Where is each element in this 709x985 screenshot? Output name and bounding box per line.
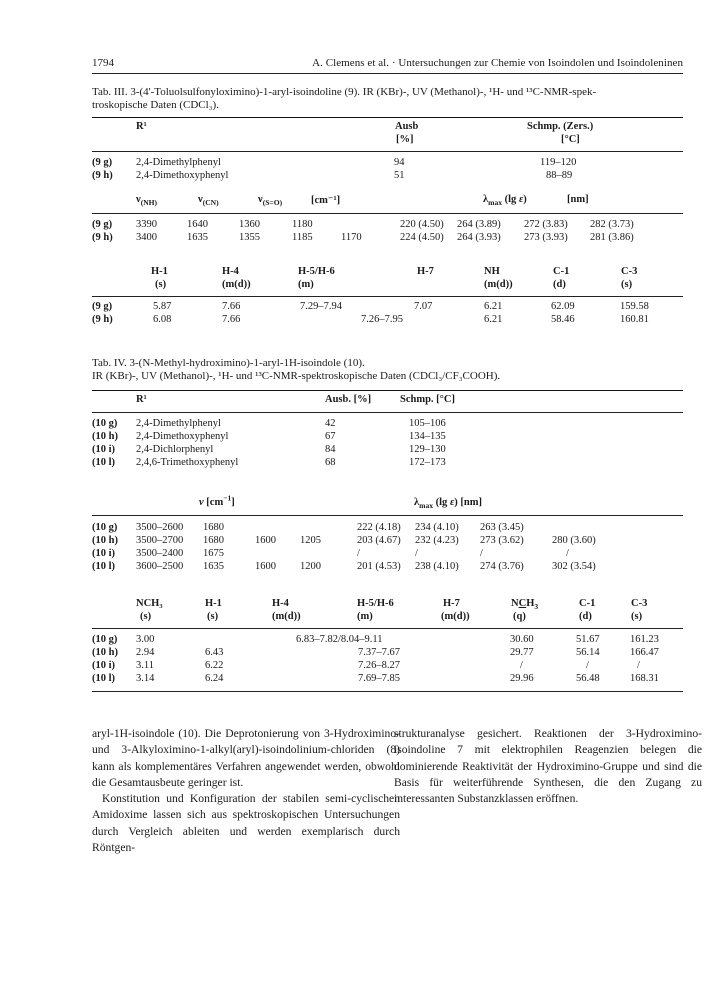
compound-id: (10 i) — [92, 660, 116, 671]
ir-value: 3400 — [136, 232, 157, 243]
body-paragraph: aryl-1H-isoindole (10). Die Deprotonierung von 3-Hydroximino- und 3-Alkyloximino-1-alkyl(aryl)-isoindolinium-chloriden (8) kann als komplementäres Verfahren angewendet werden, obwohl die Gesamtausbeute geringer ist. — [92, 727, 400, 789]
table-rule — [92, 117, 683, 118]
nmr-value: 6.21 — [484, 314, 503, 325]
col-header-c1: C-1 — [579, 598, 596, 609]
col-header-mult: (m) — [357, 611, 373, 622]
nmr-value: 6.21 — [484, 301, 503, 312]
col-header-v-nh: $\nu_{(NH)}$ — [136, 194, 158, 208]
nmr-value: 3.00 — [136, 634, 155, 645]
r1-value: 2,4-Dimethylphenyl — [136, 418, 221, 429]
schmp-value: 129–130 — [409, 444, 446, 455]
table-4-caption-line1: Tab. IV. 3-(N-Methyl-hydroximino)-1-aryl-1H-isoindole (10). — [92, 357, 365, 369]
ir-value: 3500–2400 — [136, 548, 184, 559]
compound-id: (9 h) — [92, 232, 113, 243]
uv-value: 232 (4.23) — [415, 535, 459, 546]
ausb-value: 84 — [325, 444, 336, 455]
col-header-h1: H-1 — [205, 598, 222, 609]
compound-id: (9 g) — [92, 157, 113, 168]
ir-value: 1355 — [239, 232, 260, 243]
compound-id: (9 g) — [92, 219, 113, 230]
col-header-r1: R¹ — [136, 394, 147, 405]
col-header-mult: (m(d)) — [222, 279, 251, 290]
col-header-schmp: Schmp. (Zers.) — [527, 121, 594, 132]
table-3-caption-line2: troskopische Daten (CDCl₃). — [92, 99, 219, 111]
ir-value: 1180 — [292, 219, 313, 230]
col-header-h4: H-4 — [272, 598, 289, 609]
nmr-value: 6.22 — [205, 660, 224, 671]
col-header-mult: (s) — [155, 279, 167, 290]
schmp-value: 134–135 — [409, 431, 446, 442]
col-header-nh: NH — [484, 266, 500, 277]
col-header-r1: R¹ — [136, 121, 147, 132]
col-header-h7: H-7 — [443, 598, 460, 609]
nmr-value: 2.94 — [136, 647, 155, 658]
nmr-value: 6.24 — [205, 673, 224, 684]
uv-value: 302 (3.54) — [552, 561, 596, 572]
r1-value: 2,4-Dimethylphenyl — [136, 157, 221, 168]
col-header-nch3-carbon: $NCH_3$ — [511, 598, 539, 612]
uv-value: 263 (3.45) — [480, 522, 524, 533]
uv-value: 238 (4.10) — [415, 561, 459, 572]
compound-id: (10 l) — [92, 561, 116, 572]
ir-value: 3500–2700 — [136, 535, 184, 546]
nmr-value: 7.66 — [222, 314, 241, 325]
compound-id: (9 h) — [92, 314, 113, 325]
nmr-value: 30.60 — [510, 634, 534, 645]
ir-value: 3390 — [136, 219, 157, 230]
col-header-v-cn: $\nu_{(CN)}$ — [198, 194, 219, 208]
compound-id: (10 g) — [92, 634, 118, 645]
col-header-mult: (d) — [553, 279, 566, 290]
col-header-h5-h6: H-5/H-6 — [357, 598, 394, 609]
compound-id: (10 l) — [92, 673, 116, 684]
r1-value: 2,4-Dimethoxyphenyl — [136, 170, 229, 181]
nmr-value: 7.66 — [222, 301, 241, 312]
nmr-value: 166.47 — [630, 647, 659, 658]
r1-value: 2,4,6-Trimethoxyphenyl — [136, 457, 239, 468]
schmp-value: 88–89 — [546, 170, 573, 181]
nmr-value: 56.48 — [576, 673, 600, 684]
ir-value: 1635 — [187, 232, 208, 243]
uv-value: / — [415, 548, 418, 559]
ir-value: 3600–2500 — [136, 561, 184, 572]
running-title: A. Clemens et al. · Untersuchungen zur Chemie von Isoindolen und Isoindoleninen — [312, 57, 683, 69]
col-header-nm: [nm] — [567, 194, 589, 205]
table-rule — [92, 390, 683, 391]
col-header-mult: (d) — [579, 611, 592, 622]
uv-value: / — [480, 548, 483, 559]
schmp-value: 119–120 — [540, 157, 577, 168]
schmp-value: 105–106 — [409, 418, 446, 429]
col-header-c1: C-1 — [553, 266, 570, 277]
col-header-mult: (s) — [621, 279, 633, 290]
ir-value: 1675 — [203, 548, 224, 559]
body-right-column — [394, 726, 702, 807]
ausb-value: 67 — [325, 431, 336, 442]
col-header-mult: (s) — [207, 611, 219, 622]
uv-value: 220 (4.50) — [400, 219, 444, 230]
col-header-v-so: $\nu_{(S=O)}$ — [258, 194, 283, 208]
page-number: 1794 — [92, 57, 114, 69]
nmr-value: 6.43 — [205, 647, 224, 658]
col-header-mult: (m(d)) — [484, 279, 513, 290]
col-header-mult: (m(d)) — [272, 611, 301, 622]
col-header-schmp: Schmp. [°C] — [400, 394, 455, 405]
ir-value: 1640 — [187, 219, 208, 230]
nmr-value: 58.46 — [551, 314, 575, 325]
col-header-h7: H-7 — [417, 266, 434, 277]
ir-value: 1680 — [203, 522, 224, 533]
uv-value: 203 (4.67) — [357, 535, 401, 546]
table-4-caption-line2: IR (KBr)-, UV (Methanol)-, ¹H- und ¹³C-NMR-spektroskopische Daten (CDCl₃/CF₃COOH). — [92, 370, 501, 382]
col-header-mult: (q) — [513, 611, 526, 622]
nmr-value: 51.67 — [576, 634, 600, 645]
nmr-value: 7.26–7.95 — [361, 314, 403, 325]
nmr-value: 159.58 — [620, 301, 649, 312]
ir-value: 1205 — [300, 535, 321, 546]
nmr-value: 29.77 — [510, 647, 534, 658]
col-header-h1: H-1 — [151, 266, 168, 277]
col-header-h5-h6: H-5/H-6 — [298, 266, 335, 277]
nmr-value: 7.07 — [414, 301, 433, 312]
uv-value: 272 (3.83) — [524, 219, 568, 230]
ir-value: 1600 — [255, 561, 276, 572]
nmr-value: 6.83–7.82/8.04–9.11 — [296, 634, 383, 645]
compound-id: (10 h) — [92, 647, 118, 658]
col-header-h4: H-4 — [222, 266, 239, 277]
col-header-c3: C-3 — [621, 266, 638, 277]
nmr-value: / — [586, 660, 589, 671]
nmr-value: 3.14 — [136, 673, 155, 684]
body-left-column — [92, 726, 400, 856]
header-rule — [92, 73, 683, 74]
body-paragraph: strukturanalyse gesichert. Reaktionen der 3-Hydroximino-isoindoline 7 mit elektrophilen Reagenzien belegen die dominierende Reaktivität der Hydroximino-Gruppe und sind die Basis für weiterführende Synthesen, die den Zugang zu interessanten Substanzklassen eröffnen. — [394, 727, 702, 806]
uv-value: 201 (4.53) — [357, 561, 401, 572]
uv-value: 273 (3.93) — [524, 232, 568, 243]
col-header-ir-unit: [cm⁻¹] — [311, 195, 341, 206]
ir-value: 1635 — [203, 561, 224, 572]
uv-value: 264 (3.93) — [457, 232, 501, 243]
compound-id: (10 g) — [92, 522, 118, 533]
table-rule — [92, 151, 683, 152]
col-header-mult: (s) — [140, 611, 152, 622]
schmp-value: 172–173 — [409, 457, 446, 468]
ir-value: 1680 — [203, 535, 224, 546]
nmr-value: 6.08 — [153, 314, 172, 325]
uv-value: 264 (3.89) — [457, 219, 501, 230]
col-header-lambda: $\lambda_{max}$ (lg ε) [nm] — [414, 497, 482, 511]
nmr-value: 160.81 — [620, 314, 649, 325]
nmr-value: 7.69–7.85 — [358, 673, 400, 684]
col-header-schmp-unit: [°C] — [561, 134, 580, 145]
col-header-ausb: Ausb. [%] — [325, 394, 372, 405]
table-rule — [92, 515, 683, 516]
col-header-ausb: Ausb — [395, 121, 419, 132]
uv-value: / — [566, 548, 569, 559]
compound-id: (10 i) — [92, 444, 116, 455]
compound-id: (10 l) — [92, 457, 116, 468]
nmr-value: 168.31 — [630, 673, 659, 684]
ir-value: 1185 — [292, 232, 313, 243]
col-header-ir: ν $[cm^{-1}]$ — [199, 493, 235, 508]
uv-value: 234 (4.10) — [415, 522, 459, 533]
nmr-value: 5.87 — [153, 301, 172, 312]
ir-value: 1170 — [341, 232, 362, 243]
compound-id: (10 i) — [92, 548, 116, 559]
compound-id: (10 h) — [92, 535, 118, 546]
col-header-mult: (s) — [631, 611, 643, 622]
ir-value: 1200 — [300, 561, 321, 572]
ausb-value: 51 — [394, 170, 405, 181]
col-header-mult: (m(d)) — [441, 611, 470, 622]
table-rule — [92, 213, 683, 214]
r1-value: 2,4-Dichlorphenyl — [136, 444, 214, 455]
table-rule — [92, 691, 683, 692]
uv-value: 280 (3.60) — [552, 535, 596, 546]
ir-value: 1600 — [255, 535, 276, 546]
nmr-value: 7.37–7.67 — [358, 647, 400, 658]
ir-value: 3500–2600 — [136, 522, 184, 533]
uv-value: 282 (3.73) — [590, 219, 634, 230]
compound-id: (10 g) — [92, 418, 118, 429]
nmr-value: 7.26–8.27 — [358, 660, 400, 671]
compound-id: (10 h) — [92, 431, 118, 442]
nmr-value: 56.14 — [576, 647, 600, 658]
nmr-value: 3.11 — [136, 660, 154, 671]
uv-value: 281 (3.86) — [590, 232, 634, 243]
nmr-value: / — [520, 660, 523, 671]
compound-id: (9 g) — [92, 301, 113, 312]
table-rule — [92, 296, 683, 297]
body-paragraph: Konstitution und Konfiguration der stabilen semi-cyclischen Amidoxime lassen sich aus spektroskopischen Untersuchungen durch Vergleich ableiten und werden exemplarisch durch Röntgen- — [92, 792, 400, 855]
uv-value: / — [357, 548, 360, 559]
uv-value: 274 (3.76) — [480, 561, 524, 572]
col-header-nch3: NCH₃ — [136, 598, 163, 609]
ir-value: 1360 — [239, 219, 260, 230]
col-header-ausb-unit: [%] — [396, 134, 414, 145]
nmr-value: / — [637, 660, 640, 671]
ausb-value: 42 — [325, 418, 336, 429]
uv-value: 273 (3.62) — [480, 535, 524, 546]
nmr-value: 62.09 — [551, 301, 575, 312]
table-3-caption-line1: Tab. III. 3-(4'-Toluolsulfonyloximino)-1-aryl-isoindoline (9). IR (KBr)-, UV (Methanol)-, ¹H- und ¹³C-NMR-spek- — [92, 86, 597, 98]
nmr-value: 29.96 — [510, 673, 534, 684]
compound-id: (9 h) — [92, 170, 113, 181]
uv-value: 222 (4.18) — [357, 522, 401, 533]
table-rule — [92, 412, 683, 413]
col-header-lambda: $\lambda_{max}$ (lg ε) — [483, 194, 527, 208]
nmr-value: 7.29–7.94 — [300, 301, 342, 312]
r1-value: 2,4-Dimethoxyphenyl — [136, 431, 229, 442]
table-rule — [92, 628, 683, 629]
nmr-value: 161.23 — [630, 634, 659, 645]
ausb-value: 94 — [394, 157, 405, 168]
col-header-mult: (m) — [298, 279, 314, 290]
col-header-c3: C-3 — [631, 598, 648, 609]
ausb-value: 68 — [325, 457, 336, 468]
uv-value: 224 (4.50) — [400, 232, 444, 243]
